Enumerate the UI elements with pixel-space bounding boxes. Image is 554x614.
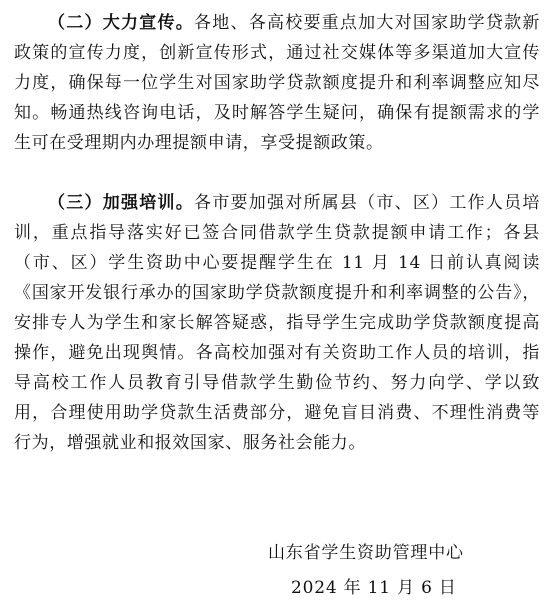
paragraph-publicity xyxy=(14,8,540,158)
paragraph-body-training: 各市要加强对所属县（市、区）工作人员培训，重点指导落实好已签合同借款学生贷款提额申请工作；各县（市、区）学生资助中心要提醒学生在 11 月 14 日前认真阅读《国家开发银行承办的国家助学贷款额度提升和利率调整的公告》，安排专人为学生和家长解答疑惑，指导学生完成助学贷款额度提高操作，避免出现舆情。各高校加强对有关资助工作人员的培训，指导高校工作人员教育引导借款学生勤俭节约、努力向学、学以致用，合理使用助学贷款生活费部分，避免盲目消费、不理性消费等行为，增强就业和报效国家、服务社会能力。 xyxy=(14,193,540,453)
paragraph-heading-training: （三）加强培训。 xyxy=(48,193,194,213)
paragraph-body-publicity: 各地、各高校要重点加大对国家助学贷款新政策的宣传力度，创新宣传形式，通过社交媒体等多渠道加大宣传力度，确保每一位学生对国家助学贷款额度提升和利率调整应知尽知。畅通热线咨询电话，及时解答学生疑问，确保有提额需求的学生可在受理期内办理提额申请，享受提额政策。 xyxy=(14,13,540,153)
paragraph-training xyxy=(14,188,540,458)
signature-organization: 山东省学生资助管理中心 xyxy=(268,543,464,563)
signature-date: 2024 年 11 月 6 日 xyxy=(291,578,457,598)
paragraph-heading-publicity: （二）大力宣传。 xyxy=(48,13,194,33)
